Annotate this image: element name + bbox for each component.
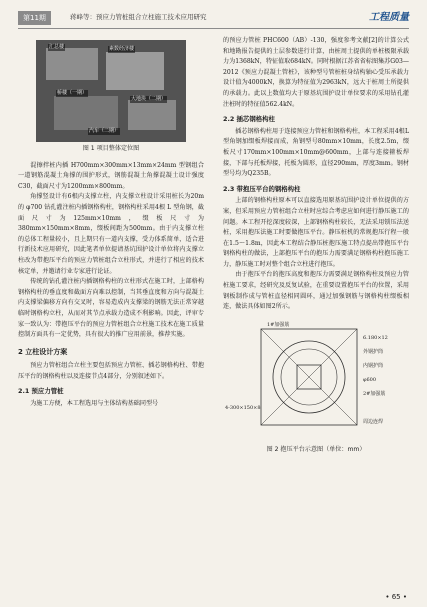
- label-diameter: φ600: [363, 376, 377, 383]
- left-column: [18, 36, 204, 410]
- figure2-caption: 图 2 抱压平台示意图（单位：mm）: [266, 446, 366, 454]
- label-bottom: 周边连焊: [363, 418, 384, 425]
- label-side: 4-300×150×8: [225, 404, 261, 411]
- paragraph: 上部的钢格构柱原本可以直接选用原基坑围护设计单位提供的方案，但采用预应力管桩组合立柱时应综合考虑应如何进行静压施工的问题。本工程开挖深度较深，上部钢格构柱较长，无法采用锁压法送桩，采用抱压法施工时要做抱压平台。静压桩机的常规抱压行程一般在1.5～1.8m，因此本工程结合静压桩抱压施工特点提出带抱压平台钢格构柱的做法，上部抱压平台的抱压力需要满足钢格构柱抱压施工力，静压施工时对整个组合立柱进行抱压。: [223, 197, 409, 268]
- section-heading: 2 立柱设计方案: [18, 347, 68, 356]
- issue-badge: 第11期: [18, 11, 51, 25]
- figure1-caption: 图 1 项目整体定位图: [82, 145, 140, 152]
- photo-label-4: 大地块（二期）: [131, 96, 167, 102]
- label-plate: 6.180×12: [363, 334, 388, 341]
- label-steel: 外钢护筒: [363, 348, 384, 355]
- photo-label-1: 汇总楼: [49, 44, 65, 50]
- page-header: [18, 8, 409, 29]
- paragraph: 为施工方便，本工程选用与主体结构基础同型号: [30, 400, 159, 408]
- label-angle: 内钢护筒: [363, 362, 384, 369]
- subsection-heading: 2.1 预应力管桩: [18, 387, 64, 396]
- photo-label-3: 桥楼（一期）: [57, 90, 88, 96]
- paragraph: 混擦拌桩内插 H700mm×300mm×13mm×24mm 型钢组合一道钢筋混凝土角撑的围护形式，钢筋混凝土角撑混凝土设计强度 C30，截面尺寸为1200mm×800mm。: [18, 161, 204, 190]
- pressure-platform-diagram: [223, 317, 409, 437]
- paragraph: 预应力管桩组合立柱主要包括预应力管桩、插芯钢格构柱、带抱压平台的钢格构柱以及连接节点4部分，分别叙述如下。: [18, 362, 204, 380]
- subsection-heading: 2.3 带抱压平台的钢格构柱: [223, 184, 301, 193]
- paragraph: 角撑竖设计有6根内支撑立柱，内支撑立柱设计采用桩长为20m 的 φ700 钻孔灌注桩内插钢格构柱，钢格构柱采用4根 L 型角钢，截面尺寸为125mm×10mm，缀板尺寸为380mm×150mm×8mm，缀板间距为500mm。由于内支撑立柱的总体工程量较小，且上期只有一道内支撑，受力体系简单，适合进行新技术应用研究，因此笔者单位提请基坑围护设计单位将内支撑立柱改为带抱压平台的预应力管桩组合立柱形式，并进行了相应的技术核定单，并邀请行业专家进行论证。: [18, 193, 204, 275]
- photo-label-5: 汽车（二期）: [89, 128, 120, 134]
- label-top: 1#加强筋: [267, 321, 290, 328]
- subsection-heading: 2.2 插芯钢格构柱: [223, 115, 275, 124]
- project-location-photo: [36, 40, 186, 142]
- journal-logo: 工程质量: [369, 12, 409, 23]
- paragraph: 的预应力管桩 PHC600（AB）-130，强度参考文献[2]的计算公式和地勘报告提供的土层参数进行计算，由桩周土提供的单桩极限承载力为1368kN，特征值取684kN。同时根据江苏省省标图集苏G03—2012《预应力混凝土管桩》，该种型号管桩桩身结构轴心受压承载力设计值为4000kN，换算为特征值为2963kN，远大于桩周土所提供的承载力。此以上数值均大于原基坑围护设计单位要求的采用钻孔灌注桩时的特征值562.4kN。: [223, 37, 409, 108]
- photo-label-2: 素数经济楼: [109, 46, 135, 52]
- label-ring: 2#加强筋: [363, 390, 386, 397]
- paragraph: 传统的钻孔灌注桩内插钢格构柱的立柱形式在施工时，上部格构钢格构柱的垂直度和截面方向难以控制，当其垂直度和方向与混凝土内支撑梁偏移方向有交叉时，容易造成内支撑梁的钢筋无法正常穿越临时钢格构立柱，从而对其节点承载力造成不利影响。因此，评审专家一致认为：带抱压平台的预应力管桩组合立柱施工技术在施工质量控制方面具有一定优势，具有很大的推广应用前景，推荐实施。: [18, 278, 204, 339]
- paragraph: 插芯钢格构柱用于连接预应力管桩和钢格构柱，本工程采用4根L型角钢加缀板焊接而成，角钢型号80mm×10mm，长度2.5m，缀板尺寸170mm×100mm×10mm@600mm，上部与连接箍板焊接，下部与托板焊接，托板为圆形，直径290mm，厚度3mm。钢材型号均为Q235B。: [223, 127, 409, 178]
- right-column: [223, 36, 409, 462]
- page-number: • 65 •: [385, 593, 407, 601]
- running-title: 蒋峰等：预应力管桩组合立柱施工技术应用研究: [70, 13, 207, 21]
- paragraph: 由于抱压平台的抱压高度和抱压力需要满足钢格构柱及预应力管桩施工要求，经研究及反复试验，在重要设置抱压平台的位置，采用钢板制作成与管桩直径相同圆环，通过加强钢筋与钢格构柱缀板相连，做法具体如图2所示。: [223, 271, 409, 311]
